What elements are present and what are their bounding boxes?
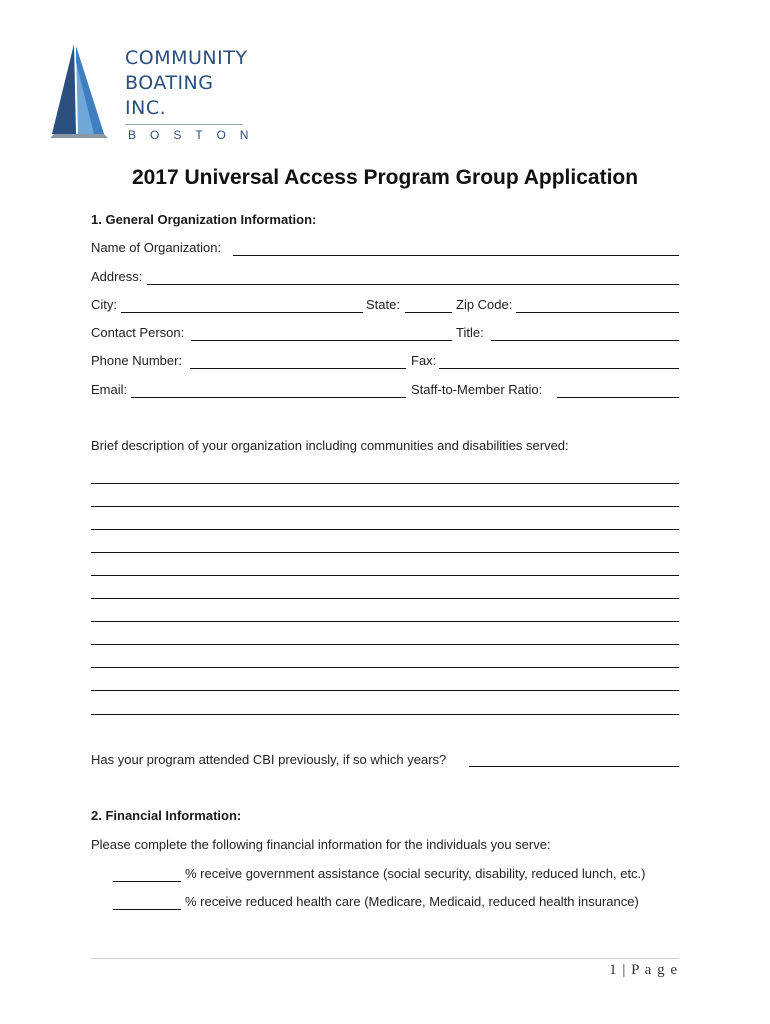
email-label: Email: [91, 382, 128, 397]
description-line[interactable] [91, 690, 679, 691]
description-line[interactable] [91, 667, 679, 668]
description-line[interactable] [91, 506, 679, 507]
zip-code-field[interactable] [516, 312, 679, 313]
email-field[interactable] [131, 397, 406, 398]
page-title: 2017 Universal Access Program Group Application [131, 166, 639, 189]
footer-divider [91, 958, 679, 959]
previous-attendance-prompt: Has your program attended CBI previously, if so which years? [91, 752, 447, 767]
previous-attendance-field[interactable] [469, 766, 679, 767]
description-line[interactable] [91, 621, 679, 622]
state-label: State: [366, 297, 400, 312]
government-assistance-percent-field[interactable] [113, 881, 181, 882]
logo-line-2: BOATING [125, 72, 214, 94]
contact-person-field[interactable] [191, 340, 452, 341]
description-line[interactable] [91, 598, 679, 599]
logo-line-3: INC. [125, 97, 167, 119]
address-label: Address: [91, 269, 143, 284]
name-of-organization-label: Name of Organization: [91, 240, 222, 255]
financial-intro: Please complete the following financial information for the individuals you serve: [91, 837, 551, 852]
title-field[interactable] [491, 340, 679, 341]
government-assistance-label: % receive government assistance (social security, disability, reduced lunch, etc.) [185, 866, 646, 881]
page-footer [609, 962, 678, 979]
staff-to-member-ratio-label: Staff-to-Member Ratio: [411, 382, 543, 397]
address-field[interactable] [147, 284, 679, 285]
staff-to-member-ratio-field[interactable] [557, 397, 679, 398]
description-line[interactable] [91, 552, 679, 553]
description-line[interactable] [91, 644, 679, 645]
section-2-heading: 2. Financial Information: [91, 808, 242, 823]
section-1-heading: 1. General Organization Information: [91, 212, 317, 227]
zip-code-label: Zip Code: [456, 297, 513, 312]
logo-divider [125, 124, 243, 125]
title-label: Title: [456, 325, 484, 340]
fax-label: Fax: [411, 353, 437, 368]
description-line[interactable] [91, 529, 679, 530]
page-number: 1 [609, 962, 618, 978]
city-field[interactable] [121, 312, 363, 313]
reduced-health-care-percent-field[interactable] [113, 909, 181, 910]
city-label: City: [91, 297, 117, 312]
state-field[interactable] [405, 312, 452, 313]
name-of-organization-field[interactable] [233, 255, 679, 256]
description-line[interactable] [91, 483, 679, 484]
reduced-health-care-label: % receive reduced health care (Medicare, Medicaid, reduced health insurance) [185, 894, 639, 909]
contact-person-label: Contact Person: [91, 325, 185, 340]
fax-field[interactable] [439, 368, 679, 369]
phone-number-field[interactable] [190, 368, 406, 369]
page-label: | P a g e [622, 962, 678, 978]
logo-city: BOSTON [128, 128, 263, 142]
logo-line-1: COMMUNITY [125, 47, 248, 69]
description-line[interactable] [91, 714, 679, 715]
description-prompt: Brief description of your organization including communities and disabilities served: [91, 438, 569, 453]
description-line[interactable] [91, 575, 679, 576]
phone-number-label: Phone Number: [91, 353, 183, 368]
